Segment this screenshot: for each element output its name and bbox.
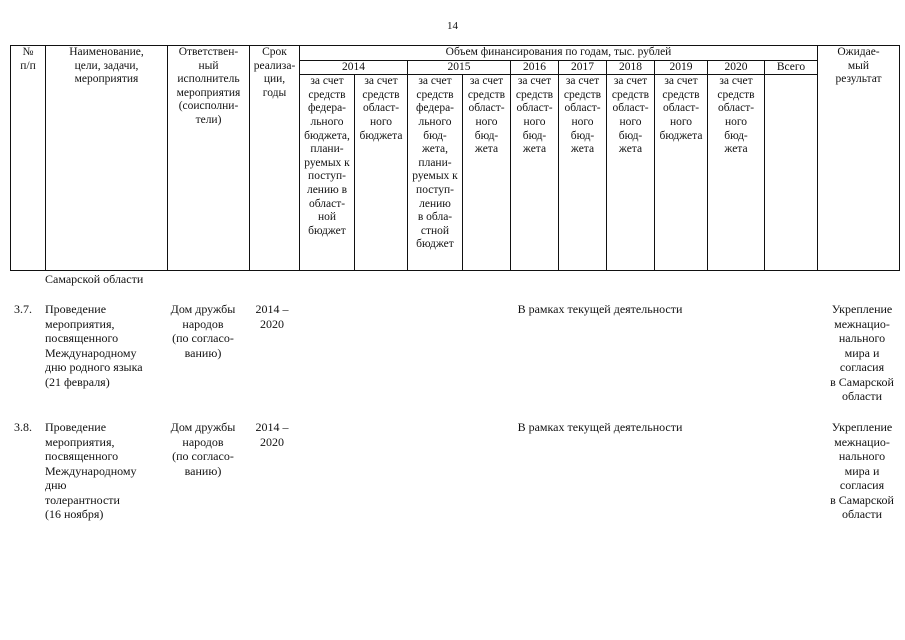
row-result: Укрепление межнацио- нального мира и согласия в Самарской области: [830, 302, 894, 403]
header-term: Срок реализа- ции, годы: [250, 46, 300, 271]
header-year-2016: 2016: [511, 60, 559, 75]
header-result: Ожидае- мый результат: [818, 46, 900, 271]
header-executor: Ответствен- ный исполнитель мероприятия (соисполни- тели): [168, 46, 250, 271]
header-name: Наименование, цели, задачи, мероприятия: [46, 46, 168, 271]
row-name: Проведение мероприятия, посвященного Международному дню толерантности (16 ноября): [45, 420, 137, 521]
row-result: Укрепление межнацио- нального мира и согласия в Самарской области: [830, 420, 894, 521]
sub-regional-2017: за счет средств област- ного бюд- жета: [559, 75, 607, 271]
header-year-2020: 2020: [708, 60, 765, 75]
header-funding-title: Объем финансирования по годам, тыс. рублей: [300, 46, 818, 61]
row-name: Проведение мероприятия, посвященного Международному дню родного языка (21 февраля): [45, 302, 143, 389]
header-year-2018: 2018: [607, 60, 655, 75]
header-total: Всего: [765, 60, 818, 75]
sub-regional-2016: за счет средств област- ного бюд- жета: [511, 75, 559, 271]
header-year-2014: 2014: [300, 60, 408, 75]
sub-regional-2018: за счет средств област- ного бюд- жета: [607, 75, 655, 271]
sub-regional-2015: за счет средств област- ного бюд- жета: [463, 75, 511, 271]
header-year-2015: 2015: [408, 60, 511, 75]
row-term: 2014 – 2020: [255, 302, 289, 331]
row-number: 3.7.: [14, 302, 32, 316]
sub-federal-2015: за счет средств федера- льного бюд- жета, плани- руемых к поступ- лению в обла- стной бюджет: [408, 75, 463, 271]
row-term: 2014 – 2020: [255, 420, 289, 449]
header-num: № п/п: [11, 46, 46, 271]
page-number: 14: [447, 20, 458, 32]
row-number: 3.8.: [14, 420, 32, 434]
funding-table-header: [10, 45, 900, 271]
sub-total: [765, 75, 818, 271]
continuation-text: Самарской области: [45, 272, 144, 286]
sub-regional-2019: за счет средств област- ного бюджета: [655, 75, 708, 271]
sub-federal-2014: за счет средств федера- льного бюджета, плани- руемых к поступ- лению в област- ной бюджет: [300, 75, 355, 271]
header-year-2017: 2017: [559, 60, 607, 75]
sub-regional-2014: за счет средств област- ного бюджета: [355, 75, 408, 271]
header-year-2019: 2019: [655, 60, 708, 75]
row-executor: Дом дружбы народов (по согласо- ванию): [170, 420, 236, 478]
sub-regional-2020: за счет средств област- ного бюд- жета: [708, 75, 765, 271]
row-executor: Дом дружбы народов (по согласо- ванию): [170, 302, 236, 360]
row-funding: В рамках текущей деятельности: [517, 302, 683, 316]
row-funding: В рамках текущей деятельности: [517, 420, 683, 434]
